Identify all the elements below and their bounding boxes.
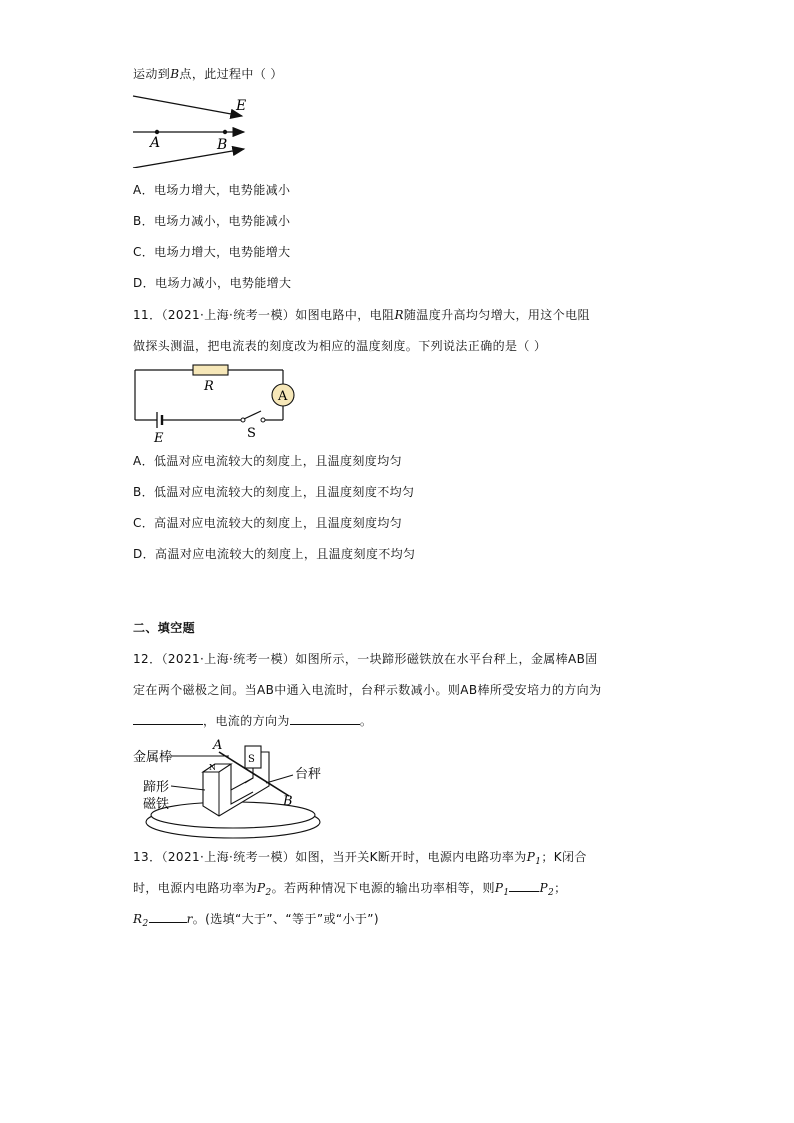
q13-var-r2-sub: 2 <box>142 919 149 929</box>
q12-stem-line2: 定在两个磁极之间。当AB中通入电流时，台秤示数减小。则AB棒所受安培力的方向为 <box>133 683 602 697</box>
label-e: E <box>154 431 164 446</box>
q13-var-p2: P <box>257 881 266 895</box>
q11-option-c: C．高温对应电流较大的刻度上，且温度刻度均匀 <box>133 516 403 530</box>
q13-var-p2-sub: 2 <box>265 888 272 898</box>
q11-option-b: B．低温对应电流较大的刻度上，且温度刻度不均匀 <box>133 485 415 499</box>
q13-cmp-p1-sub: 1 <box>503 888 510 898</box>
section-title: 二、填空题 <box>133 621 196 635</box>
q10-stem-text: 运动到 <box>133 67 171 81</box>
q13-cmp-p1: P <box>494 881 504 895</box>
q10-stem-text-2: 点，此过程中（ ） <box>179 67 283 81</box>
q13-cmp-p2: P <box>539 881 548 895</box>
switch-contact <box>261 418 265 422</box>
q13-var-r2: R <box>133 912 143 926</box>
leader-magnet <box>171 786 205 790</box>
q12-stem-text: ，电流的方向为 <box>203 714 290 728</box>
q12-stem-line3 <box>133 713 372 729</box>
q12-stem-line1: 12．（2021·上海·统考一模）如图所示，一块蹄形磁铁放在水平台秤上，金属棒AB固 <box>133 652 598 666</box>
q13-var-p1: P <box>526 850 536 864</box>
label-a: A <box>213 738 223 753</box>
label-r: R <box>204 379 214 394</box>
q10-field-figure <box>130 88 260 168</box>
q12-answer-blank-2[interactable] <box>290 713 360 725</box>
q10-option-c: C．电场力增大，电势能增大 <box>133 245 291 259</box>
q11-stem-line1 <box>133 307 590 323</box>
q13-var-r: r <box>186 912 193 926</box>
pole-s-label: S <box>248 754 255 765</box>
q13-stem-line1 <box>133 849 587 870</box>
q12-magnet-figure <box>133 738 343 842</box>
q13-cmp-p2-sub: 2 <box>547 888 555 898</box>
resistor-r <box>193 365 228 375</box>
ammeter-label: A <box>278 389 288 404</box>
q10-option-d: D．电场力减小，电势能增大 <box>133 276 292 290</box>
q11-var-r: R <box>394 308 404 322</box>
q13-answer-blank-1[interactable] <box>509 880 539 892</box>
q13-stem-line2 <box>133 880 567 901</box>
q11-stem-text-2: 随温度升高均匀增大，用这个电阻 <box>403 308 590 322</box>
label-magnet-1: 蹄形 <box>143 780 170 795</box>
q13-stem-text: 13．（2021·上海·统考一模）如图，当开关K断开时，电源内电路功率为 <box>133 850 527 864</box>
q13-stem-line3 <box>133 911 379 932</box>
q11-option-a: A．低温对应电流较大的刻度上，且温度刻度均匀 <box>133 454 403 468</box>
q11-stem-text: 11．（2021·上海·统考一模）如图电路中，电阻 <box>133 308 395 322</box>
label-metal-rod: 金属棒 <box>133 750 173 765</box>
q13-stem-text-2: ；K闭合 <box>541 850 587 864</box>
q13-var-p1-sub: 1 <box>535 857 542 867</box>
switch-lever <box>244 411 261 419</box>
q11-circuit-figure <box>130 358 300 446</box>
label-s: S <box>247 426 256 441</box>
pole-n-label: N <box>209 763 216 772</box>
q13-semicolon: ； <box>554 881 567 895</box>
q13-stem-text-3: 时，电源内电路功率为 <box>133 881 258 895</box>
q12-answer-blank-1[interactable] <box>133 713 203 725</box>
q11-option-d: D．高温对应电流较大的刻度上，且温度刻度不均匀 <box>133 547 416 561</box>
label-a: A <box>150 135 161 151</box>
q10-option-a: A．电场力增大，电势能减小 <box>133 183 291 197</box>
q10-stem-tail <box>133 66 283 82</box>
field-line-bottom <box>133 149 244 168</box>
q10-point-b: B <box>170 67 180 81</box>
label-b: B <box>217 137 228 153</box>
q13-answer-blank-2[interactable] <box>149 911 187 923</box>
q13-stem-end: 。(选填“大于”、“等于”或“小于”) <box>192 912 379 926</box>
q10-option-b: B．电场力减小，电势能减小 <box>133 214 291 228</box>
point-b-dot <box>223 130 227 134</box>
label-e: E <box>236 98 247 114</box>
label-b: B <box>283 794 293 809</box>
point-a-dot <box>155 130 159 134</box>
q13-stem-text-4: 。若两种情况下电源的输出功率相等，则 <box>271 881 495 895</box>
label-scale: 台秤 <box>295 767 322 782</box>
field-line-top <box>133 96 242 116</box>
q11-stem-line2: 做探头测温，把电流表的刻度改为相应的温度刻度。下列说法正确的是（ ） <box>133 339 547 353</box>
q12-stem-end: 。 <box>359 714 373 728</box>
label-magnet-2: 磁铁 <box>143 797 170 812</box>
leader-scale <box>266 775 293 783</box>
